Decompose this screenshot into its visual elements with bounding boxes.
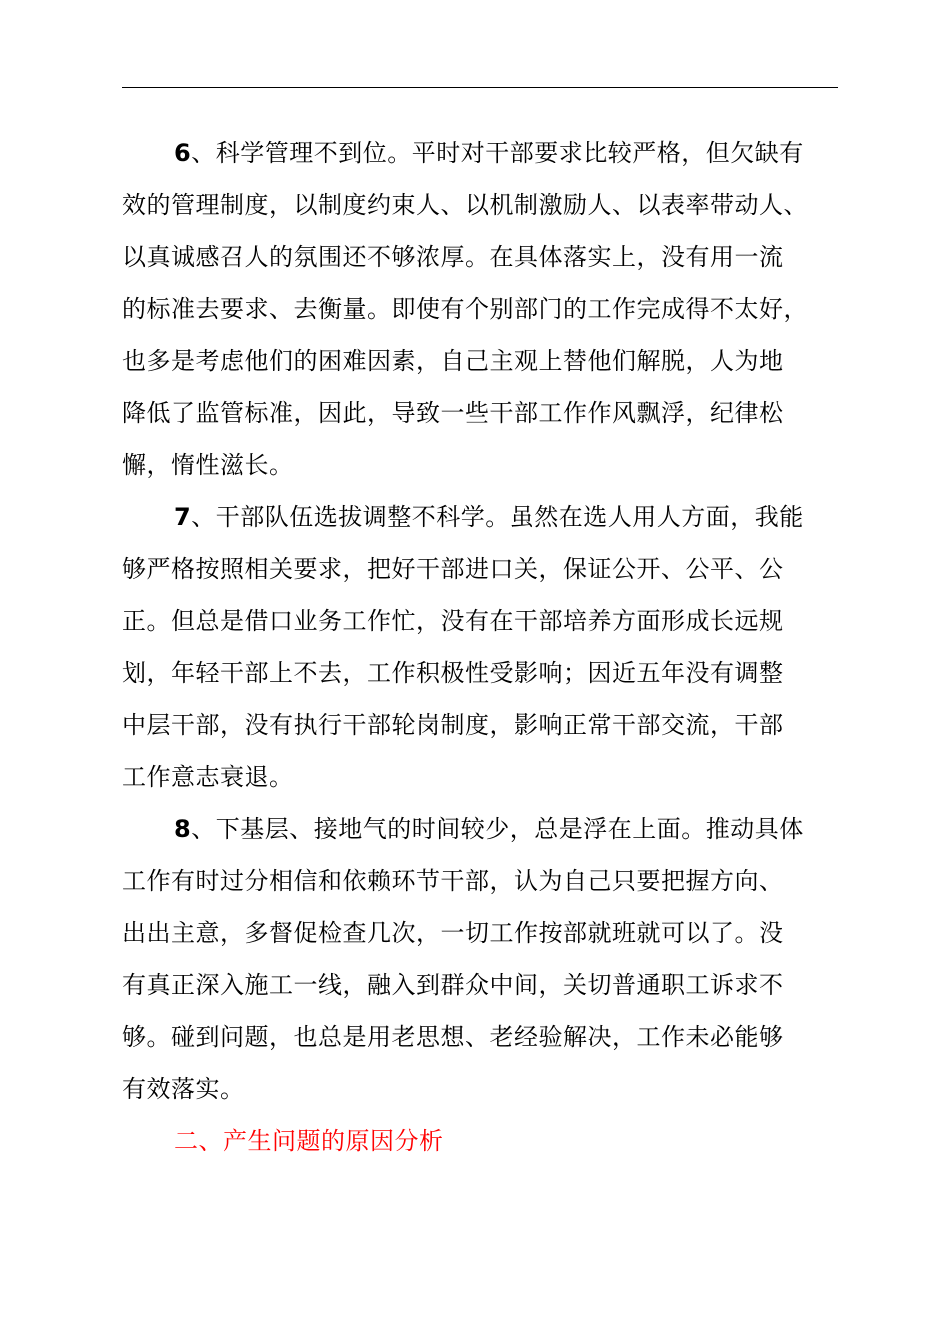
paragraph-8-first-line [122, 803, 842, 855]
header-rule [122, 87, 838, 88]
paragraph-7-line-0: 、干部队伍选拔调整不科学。虽然在选人用人方面，我能 [191, 503, 804, 531]
paragraph-6-line-2: 以真诚感召人的氛围还不够浓厚。在具体落实上，没有用一流 [122, 243, 784, 271]
paragraph-6-line-0: 、科学管理不到位。平时对干部要求比较严格，但欠缺有 [191, 139, 804, 167]
paragraph-6-number: 6 [174, 139, 192, 167]
paragraph-6-line-6: 懈，惰性滋长。 [122, 451, 294, 479]
paragraph-8-line-2: 出出主意，多督促检查几次，一切工作按部就班就可以了。没 [122, 919, 784, 947]
paragraph-8-line-5: 有效落实。 [122, 1075, 245, 1103]
document-body [122, 127, 842, 1167]
paragraph-8-line-1: 工作有时过分相信和依赖环节干部，认为自己只要把握方向、 [122, 867, 784, 895]
paragraph-7-line-2: 正。但总是借口业务工作忙，没有在干部培养方面形成长远规 [122, 607, 784, 635]
paragraph-7-line-5: 工作意志衰退。 [122, 763, 294, 791]
paragraph-8-line-4: 够。碰到问题，也总是用老思想、老经验解决，工作未必能够 [122, 1023, 784, 1051]
paragraph-6-line-3: 的标准去要求、去衡量。即使有个别部门的工作完成得不太好， [122, 295, 808, 323]
paragraph-7-line-3: 划，年轻干部上不去，工作积极性受影响；因近五年没有调整 [122, 659, 784, 687]
section-heading: 二、产生问题的原因分析 [174, 1127, 444, 1155]
paragraph-8-line-0: 、下基层、接地气的时间较少，总是浮在上面。推动具体 [191, 815, 804, 843]
paragraph-7-first-line [122, 491, 842, 543]
paragraph-8-number: 8 [174, 815, 192, 843]
paragraph-7-line-1: 够严格按照相关要求，把好干部进口关，保证公开、公平、公 [122, 555, 784, 583]
paragraph-6-line-1: 效的管理制度，以制度约束人、以机制激励人、以表率带动人、 [122, 191, 808, 219]
paragraph-6-first-line [122, 127, 842, 179]
paragraph-7-line-4: 中层干部，没有执行干部轮岗制度，影响正常干部交流，干部 [122, 711, 784, 739]
paragraph-6-line-4: 也多是考虑他们的困难因素，自己主观上替他们解脱，人为地 [122, 347, 784, 375]
paragraph-6-line-5: 降低了监管标准，因此，导致一些干部工作作风飘浮，纪律松 [122, 399, 784, 427]
paragraph-7-number: 7 [174, 503, 192, 531]
paragraph-8-line-3: 有真正深入施工一线，融入到群众中间，关切普通职工诉求不 [122, 971, 784, 999]
